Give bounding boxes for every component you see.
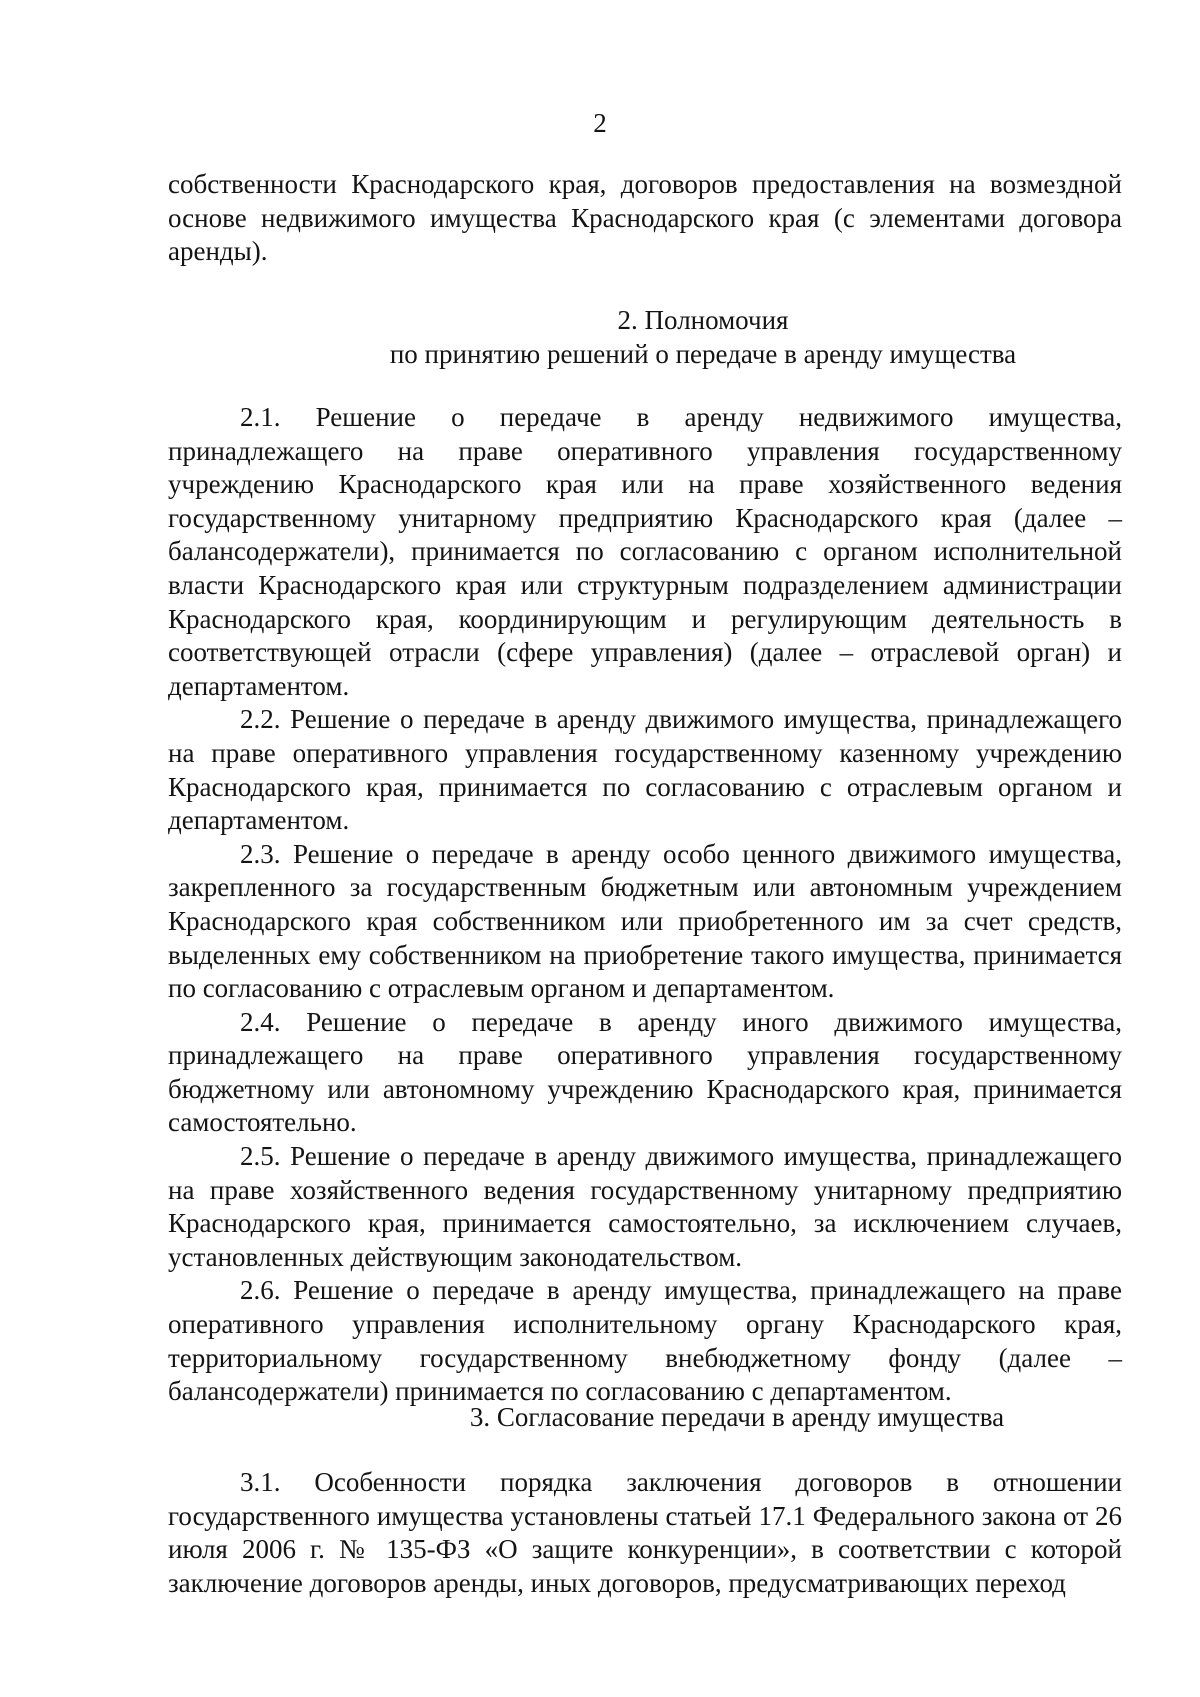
section-2-heading-line-1: 2. Полномочия	[617, 305, 789, 335]
intro-paragraph: собственности Краснодарского края, договоров предоставления на возмездной основе недвижимого имущества Краснодарского края (с элементами договора аренды).	[168, 169, 1122, 267]
paragraph-2-3: 2.3. Решение о передаче в аренду особо ценного движимого имущества, закрепленного за государственным бюджетным или автономным учреждением Краснодарского края собственником или приобретенного им за счет средств, выделенных ему собственником на приобретение такого имущества, принимается по согласованию с отраслевым органом и департаментом.	[168, 838, 1122, 1004]
paragraph-2-2: 2.2. Решение о передаче в аренду движимого имущества, принадлежащего на праве оперативного управления государственному казенному учреждению Краснодарского края, принимается по согласованию с отраслевым органом и департаментом.	[168, 704, 1122, 836]
paragraph-2-5: 2.5. Решение о передаче в аренду движимого имущества, принадлежащего на праве хозяйственного ведения государственному унитарному предприятию Краснодарского края, принимается самостоятельно, за исключением случаев, установленных действующим законодательством.	[168, 1141, 1122, 1272]
section-3-heading-text: 3. Согласование передачи в аренду имущества	[469, 1402, 1005, 1432]
paragraph-2-4: 2.4. Решение о передаче в аренду иного движимого имущества, принадлежащего на праве оперативного управления государственному бюджетному или автономному учреждению Краснодарского края, принимается самостоятельно.	[168, 1006, 1122, 1138]
section-2-heading-line-2: по принятию решений о передаче в аренду имущества	[389, 339, 1017, 369]
paragraph-2-1: 2.1. Решение о передаче в аренду недвижимого имущества, принадлежащего на праве оперативного управления государственному учреждению Краснодарского края или на праве хозяйственного ведения государственному унитарному предприятию Краснодарского края (далее – балансодержатели), принимается по согласованию с органом исполнительной власти Краснодарского края или структурным подразделением администрации Краснодарского края, координирующим и регулирующим деятельность в соответствующей отрасли (сфере управления) (далее – отраслевой орган) и департаментом.	[168, 402, 1122, 701]
section-3-body	[168, 1466, 1122, 1600]
page-number: 2	[593, 108, 607, 138]
section-2-body	[168, 401, 1122, 1409]
paragraph-2-6: 2.6. Решение о передаче в аренду имущества, принадлежащего на праве оперативного управления исполнительному органу Краснодарского края, территориальному государственному внебюджетному фонду (далее – балансодержатели) принимается по согласованию с департаментом.	[168, 1275, 1122, 1407]
paragraph-3-1: 3.1. Особенности порядка заключения договоров в отношении государственного имущества установлены статьей 17.1 Федерального закона от 26 июля 2006 г. № 135-ФЗ «О защите конкуренции», в соответствии с которой заключение договоров аренды, иных договоров, предусматривающих переход	[168, 1467, 1122, 1598]
section-3-heading	[260, 1400, 1200, 1434]
intro-paragraph-block	[168, 168, 1122, 269]
section-2-heading	[226, 303, 1180, 371]
